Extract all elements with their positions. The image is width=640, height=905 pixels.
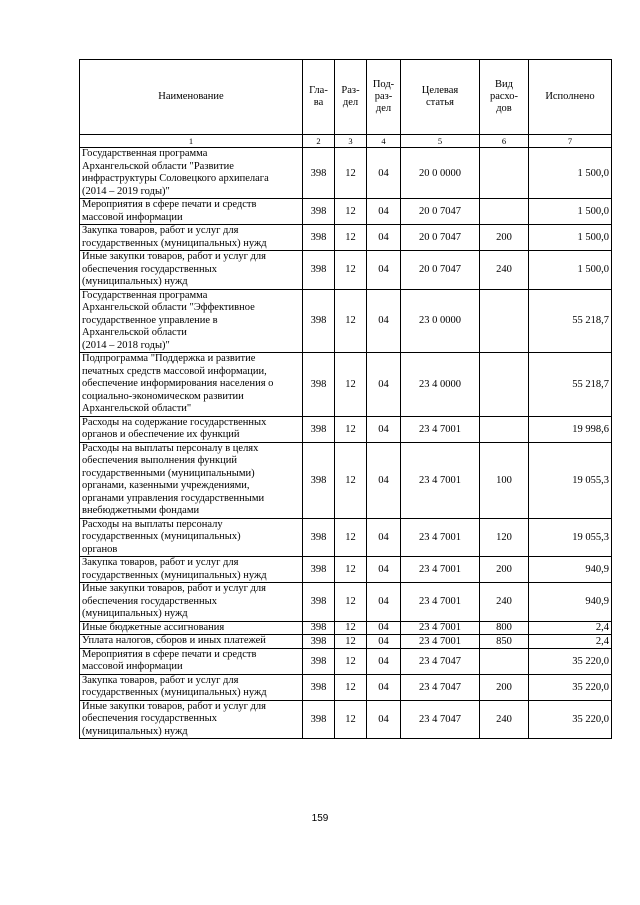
row-name: Иные закупки товаров, работ и услуг для обеспечения государственных (муниципальных) нужд: [80, 700, 303, 739]
row-chapter: 398: [303, 416, 335, 442]
table-header-row: [80, 60, 612, 135]
column-number: 5: [401, 135, 480, 148]
row-amount: 55 218,7: [529, 289, 612, 353]
row-name: Расходы на содержание государственных органов и обеспечение их функций: [80, 416, 303, 442]
row-amount: 19 998,6: [529, 416, 612, 442]
row-amount: 2,4: [529, 621, 612, 635]
row-section: 12: [335, 148, 367, 199]
row-subsection: 04: [367, 416, 401, 442]
row-chapter: 398: [303, 635, 335, 649]
row-section: 12: [335, 621, 367, 635]
row-amount: 940,9: [529, 557, 612, 583]
row-expense-type: 240: [480, 583, 529, 622]
row-expense-type: 100: [480, 442, 529, 518]
row-chapter: 398: [303, 700, 335, 739]
row-expense-type: [480, 289, 529, 353]
row-subsection: 04: [367, 621, 401, 635]
column-number: 2: [303, 135, 335, 148]
row-amount: 2,4: [529, 635, 612, 649]
row-name: Иные закупки товаров, работ и услуг для обеспечения государственных (муниципальных) нужд: [80, 583, 303, 622]
row-amount: 35 220,0: [529, 700, 612, 739]
row-target-article: 23 4 7047: [401, 700, 480, 739]
row-name: Расходы на выплаты персоналу в целях обеспечения выполнения функций государственными (муниципальными) органами, казенными учреждениями, органами управления государственными внебюджетными фондами: [80, 442, 303, 518]
row-target-article: 20 0 7047: [401, 199, 480, 225]
row-chapter: 398: [303, 518, 335, 557]
header-podrazdel: Под- раз- дел: [367, 60, 401, 135]
row-section: 12: [335, 225, 367, 251]
budget-table: [79, 59, 612, 739]
row-section: 12: [335, 199, 367, 225]
row-chapter: 398: [303, 442, 335, 518]
column-number: 3: [335, 135, 367, 148]
row-expense-type: 200: [480, 557, 529, 583]
column-number: 1: [80, 135, 303, 148]
table-row: [80, 442, 612, 518]
row-amount: 19 055,3: [529, 518, 612, 557]
row-name: Закупка товаров, работ и услуг для государственных (муниципальных) нужд: [80, 674, 303, 700]
row-amount: 35 220,0: [529, 648, 612, 674]
header-razdel: Раз- дел: [335, 60, 367, 135]
row-target-article: 23 4 7001: [401, 518, 480, 557]
table-row: [80, 148, 612, 199]
row-section: 12: [335, 700, 367, 739]
table-row: [80, 700, 612, 739]
table-row: [80, 621, 612, 635]
row-subsection: 04: [367, 148, 401, 199]
row-target-article: 23 4 7001: [401, 442, 480, 518]
table-row: [80, 289, 612, 353]
row-target-article: 20 0 0000: [401, 148, 480, 199]
row-name: Иные закупки товаров, работ и услуг для обеспечения государственных (муниципальных) нужд: [80, 251, 303, 290]
row-name: Государственная программа Архангельской области "Развитие инфраструктуры Соловецкого архипелага (2014 – 2019 годы)": [80, 148, 303, 199]
row-target-article: 23 4 7047: [401, 674, 480, 700]
row-subsection: 04: [367, 700, 401, 739]
column-number-row: [80, 135, 612, 148]
table-body: [80, 148, 612, 739]
page-number: 159: [311, 813, 329, 824]
row-subsection: 04: [367, 199, 401, 225]
row-target-article: 23 4 7001: [401, 635, 480, 649]
row-name: Иные бюджетные ассигнования: [80, 621, 303, 635]
row-amount: 1 500,0: [529, 251, 612, 290]
row-subsection: 04: [367, 635, 401, 649]
table-row: [80, 635, 612, 649]
row-chapter: 398: [303, 621, 335, 635]
row-expense-type: 850: [480, 635, 529, 649]
table-row: [80, 518, 612, 557]
row-chapter: 398: [303, 353, 335, 417]
row-name: Расходы на выплаты персоналу государственных (муниципальных) органов: [80, 518, 303, 557]
row-amount: 940,9: [529, 583, 612, 622]
header-name: Наименование: [80, 60, 303, 135]
table-row: [80, 251, 612, 290]
row-name: Закупка товаров, работ и услуг для государственных (муниципальных) нужд: [80, 557, 303, 583]
column-number: 7: [529, 135, 612, 148]
row-name: Уплата налогов, сборов и иных платежей: [80, 635, 303, 649]
table-row: [80, 199, 612, 225]
row-section: 12: [335, 583, 367, 622]
row-section: 12: [335, 674, 367, 700]
table-row: [80, 583, 612, 622]
row-name: Закупка товаров, работ и услуг для государственных (муниципальных) нужд: [80, 225, 303, 251]
header-target-article: Целевая статья: [401, 60, 480, 135]
table-row: [80, 648, 612, 674]
row-section: 12: [335, 635, 367, 649]
row-subsection: 04: [367, 251, 401, 290]
row-target-article: 23 4 7001: [401, 557, 480, 583]
table-row: [80, 353, 612, 417]
column-number: 4: [367, 135, 401, 148]
row-chapter: 398: [303, 648, 335, 674]
table-row: [80, 416, 612, 442]
row-expense-type: [480, 416, 529, 442]
row-amount: 1 500,0: [529, 148, 612, 199]
row-chapter: 398: [303, 251, 335, 290]
row-target-article: 20 0 7047: [401, 225, 480, 251]
row-name: Мероприятия в сфере печати и средств массовой информации: [80, 648, 303, 674]
table-row: [80, 225, 612, 251]
row-amount: 19 055,3: [529, 442, 612, 518]
row-section: 12: [335, 353, 367, 417]
row-chapter: 398: [303, 225, 335, 251]
row-expense-type: 240: [480, 700, 529, 739]
row-target-article: 23 4 7001: [401, 621, 480, 635]
row-target-article: 23 4 7001: [401, 416, 480, 442]
row-subsection: 04: [367, 557, 401, 583]
row-section: 12: [335, 251, 367, 290]
row-chapter: 398: [303, 557, 335, 583]
row-chapter: 398: [303, 674, 335, 700]
table-row: [80, 674, 612, 700]
row-expense-type: [480, 148, 529, 199]
row-amount: 35 220,0: [529, 674, 612, 700]
row-section: 12: [335, 442, 367, 518]
row-subsection: 04: [367, 583, 401, 622]
row-target-article: 23 0 0000: [401, 289, 480, 353]
header-executed: Исполнено: [529, 60, 612, 135]
row-section: 12: [335, 518, 367, 557]
row-amount: 1 500,0: [529, 199, 612, 225]
row-expense-type: 240: [480, 251, 529, 290]
row-subsection: 04: [367, 353, 401, 417]
row-subsection: 04: [367, 442, 401, 518]
row-target-article: 23 4 7001: [401, 583, 480, 622]
header-glava: Гла- ва: [303, 60, 335, 135]
row-target-article: 20 0 7047: [401, 251, 480, 290]
row-expense-type: 120: [480, 518, 529, 557]
row-expense-type: [480, 199, 529, 225]
row-subsection: 04: [367, 225, 401, 251]
row-chapter: 398: [303, 289, 335, 353]
column-number: 6: [480, 135, 529, 148]
row-expense-type: [480, 353, 529, 417]
row-expense-type: [480, 648, 529, 674]
row-name: Государственная программа Архангельской области "Эффективное государственное управление в Архангельской области (2014 – 2018 годы)": [80, 289, 303, 353]
header-expense-type: Вид расхо- дов: [480, 60, 529, 135]
row-name: Мероприятия в сфере печати и средств массовой информации: [80, 199, 303, 225]
row-chapter: 398: [303, 148, 335, 199]
row-name: Подпрограмма "Поддержка и развитие печатных средств массовой информации, обеспечение информирования населения о социально-экономическом развитии Архангельской области": [80, 353, 303, 417]
row-target-article: 23 4 0000: [401, 353, 480, 417]
row-expense-type: 200: [480, 674, 529, 700]
row-subsection: 04: [367, 648, 401, 674]
row-target-article: 23 4 7047: [401, 648, 480, 674]
row-chapter: 398: [303, 199, 335, 225]
row-expense-type: 200: [480, 225, 529, 251]
row-expense-type: 800: [480, 621, 529, 635]
row-amount: 55 218,7: [529, 353, 612, 417]
row-amount: 1 500,0: [529, 225, 612, 251]
row-section: 12: [335, 557, 367, 583]
row-subsection: 04: [367, 289, 401, 353]
row-subsection: 04: [367, 674, 401, 700]
row-section: 12: [335, 416, 367, 442]
table-row: [80, 557, 612, 583]
row-section: 12: [335, 289, 367, 353]
row-section: 12: [335, 648, 367, 674]
row-subsection: 04: [367, 518, 401, 557]
row-chapter: 398: [303, 583, 335, 622]
